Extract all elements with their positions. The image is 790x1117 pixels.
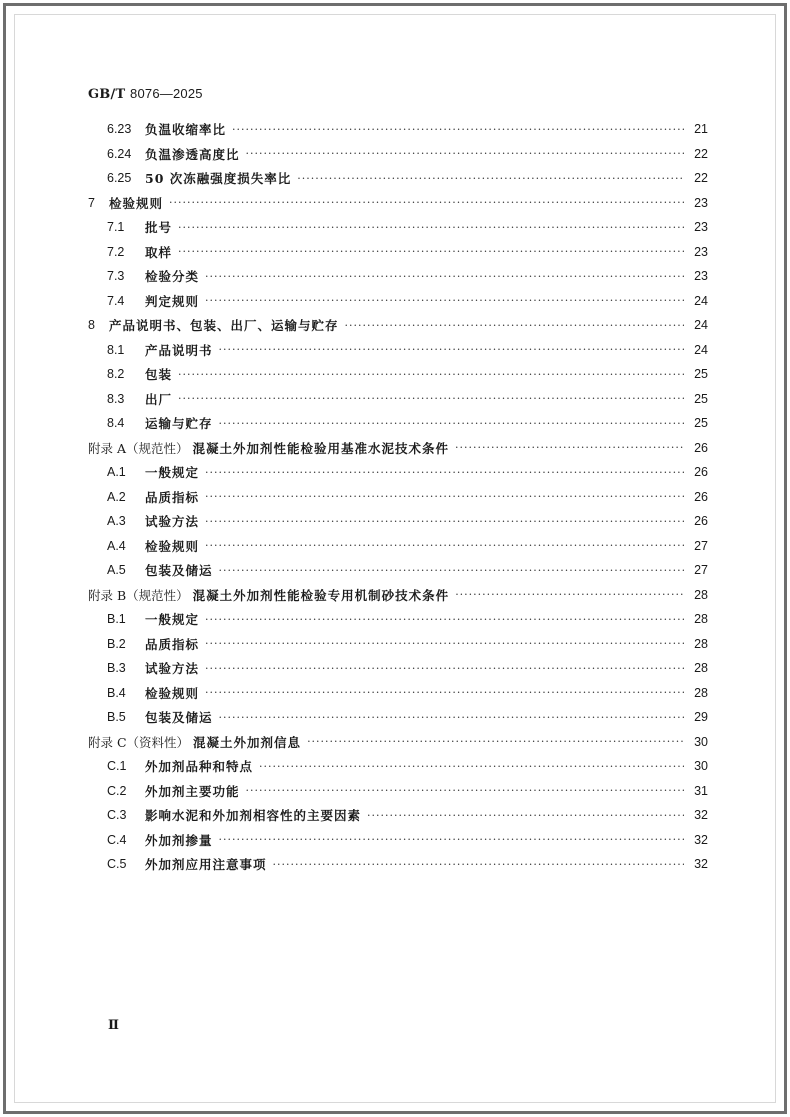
toc-entry-page: 26 bbox=[694, 440, 708, 455]
toc-leader-dots bbox=[455, 588, 684, 601]
toc-entry-page: 32 bbox=[694, 857, 708, 872]
toc-entry-page: 25 bbox=[694, 391, 708, 406]
toc-entry[interactable] bbox=[88, 215, 708, 240]
toc-entry-title: 外加剂掺量 bbox=[145, 832, 213, 848]
toc-entry-number: A.4 bbox=[107, 538, 126, 553]
toc-entry-title: 检验规则 bbox=[145, 538, 200, 554]
toc-entry[interactable] bbox=[88, 852, 708, 877]
toc-entry-page: 23 bbox=[694, 220, 708, 235]
toc-entry[interactable] bbox=[88, 264, 708, 289]
toc-entry-title: 试验方法 bbox=[145, 514, 200, 530]
toc-leader-dots bbox=[205, 686, 684, 699]
toc-leader-dots bbox=[205, 662, 684, 675]
toc-leader-dots bbox=[307, 735, 684, 748]
toc-entry-title: 混凝土外加剂性能检验用基准水泥技术条件 bbox=[192, 440, 450, 456]
toc-entry-title: 50 次冻融强度损失率比 bbox=[145, 171, 292, 187]
toc-leader-dots bbox=[259, 760, 684, 773]
toc-leader-dots bbox=[205, 490, 684, 503]
toc-entry[interactable] bbox=[88, 583, 708, 608]
toc-entry-page: 28 bbox=[694, 612, 708, 627]
toc-entry-number: 6.24 bbox=[107, 146, 132, 161]
toc-entry-number: C.2 bbox=[107, 783, 127, 798]
toc-entry-number: B.3 bbox=[107, 661, 126, 676]
toc-entry-number: 8.3 bbox=[107, 391, 125, 406]
toc-leader-dots bbox=[455, 441, 684, 454]
toc-entry[interactable] bbox=[88, 681, 708, 706]
page-number: Ⅱ bbox=[108, 1018, 119, 1033]
toc-entry-title: 运输与贮存 bbox=[145, 416, 213, 432]
toc-entry[interactable] bbox=[88, 828, 708, 853]
toc-entry-number: B.1 bbox=[107, 612, 126, 627]
toc-leader-dots bbox=[178, 392, 684, 405]
toc-entry-title: 混凝土外加剂性能检验专用机制砂技术条件 bbox=[192, 587, 450, 603]
toc-leader-dots bbox=[219, 564, 684, 577]
toc-entry-page: 24 bbox=[694, 293, 708, 308]
toc-entry-number: A.1 bbox=[107, 465, 126, 480]
toc-leader-dots bbox=[219, 417, 684, 430]
toc-entry-number: 8 bbox=[88, 318, 95, 333]
toc-entry-page: 22 bbox=[694, 171, 708, 186]
toc-entry-title: 包装 bbox=[145, 367, 173, 383]
toc-entry-title: 外加剂应用注意事项 bbox=[145, 857, 267, 873]
toc-entry[interactable] bbox=[88, 289, 708, 314]
toc-entry-number: 7.2 bbox=[107, 244, 125, 259]
toc-entry-page: 23 bbox=[694, 244, 708, 259]
toc-entry-page: 25 bbox=[694, 416, 708, 431]
toc-leader-dots bbox=[246, 784, 684, 797]
toc-entry[interactable] bbox=[88, 117, 708, 142]
toc-entry-title: 批号 bbox=[145, 220, 173, 236]
toc-entry-number: C.5 bbox=[107, 857, 127, 872]
toc-entry[interactable] bbox=[88, 387, 708, 412]
toc-entry-title: 包装及储运 bbox=[145, 710, 213, 726]
toc-entry[interactable] bbox=[88, 460, 708, 485]
toc-leader-dots bbox=[178, 368, 684, 381]
toc-entry-number: 8.4 bbox=[107, 416, 125, 431]
toc-entry-title: 品质指标 bbox=[145, 489, 200, 505]
toc-entry[interactable] bbox=[88, 632, 708, 657]
toc-entry-title: 检验规则 bbox=[108, 195, 163, 211]
toc-entry-page: 23 bbox=[694, 195, 708, 210]
toc-entry-number: B.2 bbox=[107, 636, 126, 651]
toc-entry-number: A.2 bbox=[107, 489, 126, 504]
toc-leader-dots bbox=[246, 147, 684, 160]
toc-entry-number: 附录 C（资料性） bbox=[88, 734, 190, 750]
toc-entry-page: 26 bbox=[694, 489, 708, 504]
toc-entry-title: 检验分类 bbox=[145, 269, 200, 285]
toc-entry[interactable] bbox=[88, 436, 708, 461]
toc-entry[interactable] bbox=[88, 338, 708, 363]
toc-entry-page: 28 bbox=[694, 661, 708, 676]
toc-leader-dots bbox=[273, 858, 684, 871]
toc-entry-page: 26 bbox=[694, 465, 708, 480]
toc-entry-number: C.3 bbox=[107, 808, 127, 823]
toc-leader-dots bbox=[205, 466, 684, 479]
toc-entry-number: C.4 bbox=[107, 832, 127, 847]
toc-leader-dots bbox=[219, 711, 684, 724]
toc-entry-title: 检验规则 bbox=[145, 685, 200, 701]
toc-entry-page: 26 bbox=[694, 514, 708, 529]
toc-entry-page: 24 bbox=[694, 342, 708, 357]
toc-entry-page: 29 bbox=[694, 710, 708, 725]
toc-entry-title: 取样 bbox=[145, 244, 173, 260]
toc-entry[interactable] bbox=[88, 534, 708, 559]
toc-entry-title: 产品说明书 bbox=[145, 342, 213, 358]
toc-leader-dots bbox=[205, 294, 684, 307]
toc-entry-number: A.5 bbox=[107, 563, 126, 578]
toc-entry-page: 23 bbox=[694, 269, 708, 284]
toc-entry[interactable] bbox=[88, 730, 708, 755]
toc-entry-title: 混凝土外加剂信息 bbox=[193, 734, 302, 750]
toc-entry-title: 一般规定 bbox=[145, 612, 200, 628]
toc-entry[interactable] bbox=[88, 705, 708, 730]
toc-entry-title: 负温收缩率比 bbox=[145, 122, 227, 138]
toc-leader-dots bbox=[205, 515, 684, 528]
toc-entry[interactable] bbox=[88, 558, 708, 583]
toc-entry-number: 8.2 bbox=[107, 367, 125, 382]
standard-header bbox=[88, 86, 203, 102]
header-number: 8076—2025 bbox=[130, 86, 203, 101]
toc-entry-title: 包装及储运 bbox=[145, 563, 213, 579]
toc-leader-dots bbox=[205, 613, 684, 626]
toc-leader-dots bbox=[205, 539, 684, 552]
toc-leader-dots bbox=[178, 245, 684, 258]
toc-leader-dots bbox=[178, 221, 684, 234]
toc-entry-number: 8.1 bbox=[107, 342, 125, 357]
toc-entry[interactable] bbox=[88, 485, 708, 510]
toc-entry-page: 31 bbox=[694, 783, 708, 798]
toc-entry-page: 24 bbox=[694, 318, 708, 333]
toc-leader-dots bbox=[344, 319, 684, 332]
toc-entry-number: 6.23 bbox=[107, 122, 132, 137]
toc-entry[interactable] bbox=[88, 142, 708, 167]
toc-entry-page: 22 bbox=[694, 146, 708, 161]
toc-leader-dots bbox=[367, 809, 684, 822]
toc-entry[interactable] bbox=[88, 779, 708, 804]
toc-leader-dots bbox=[219, 833, 684, 846]
toc-entry-title: 负温渗透高度比 bbox=[145, 146, 240, 162]
toc-entry-number: 7.1 bbox=[107, 220, 125, 235]
toc-entry-number: B.5 bbox=[107, 710, 126, 725]
table-of-contents bbox=[88, 117, 708, 877]
toc-leader-dots bbox=[297, 172, 684, 185]
toc-entry-number: B.4 bbox=[107, 685, 126, 700]
toc-entry[interactable] bbox=[88, 362, 708, 387]
toc-entry-page: 21 bbox=[694, 122, 708, 137]
toc-entry-number: 7.3 bbox=[107, 269, 125, 284]
toc-entry-page: 32 bbox=[694, 832, 708, 847]
toc-entry-page: 25 bbox=[694, 367, 708, 382]
toc-entry[interactable] bbox=[88, 803, 708, 828]
toc-entry-title: 出厂 bbox=[145, 391, 173, 407]
toc-entry-page: 28 bbox=[694, 685, 708, 700]
toc-entry-page: 28 bbox=[694, 636, 708, 651]
toc-entry-title: 一般规定 bbox=[145, 465, 200, 481]
toc-entry-page: 30 bbox=[694, 734, 708, 749]
toc-entry-number: 6.25 bbox=[107, 171, 132, 186]
toc-entry-number: C.1 bbox=[107, 759, 127, 774]
toc-leader-dots bbox=[232, 123, 684, 136]
toc-entry[interactable] bbox=[88, 191, 708, 216]
toc-entry-title: 外加剂主要功能 bbox=[145, 783, 240, 799]
toc-entry-title: 品质指标 bbox=[145, 636, 200, 652]
toc-leader-dots bbox=[205, 270, 684, 283]
toc-entry-title: 试验方法 bbox=[145, 661, 200, 677]
toc-entry[interactable] bbox=[88, 656, 708, 681]
toc-entry-number: 附录 A（规范性） bbox=[88, 440, 189, 456]
toc-entry-number: 附录 B（规范性） bbox=[88, 587, 189, 603]
toc-entry-title: 产品说明书、包装、出厂、运输与贮存 bbox=[108, 318, 339, 334]
toc-entry-number: 7 bbox=[88, 195, 95, 210]
toc-entry-number: A.3 bbox=[107, 514, 126, 529]
toc-leader-dots bbox=[219, 343, 684, 356]
toc-entry[interactable] bbox=[88, 313, 708, 338]
toc-entry-page: 28 bbox=[694, 587, 708, 602]
toc-entry-page: 30 bbox=[694, 759, 708, 774]
toc-entry[interactable] bbox=[88, 509, 708, 534]
toc-entry[interactable] bbox=[88, 166, 708, 191]
toc-entry[interactable] bbox=[88, 411, 708, 436]
toc-leader-dots bbox=[205, 637, 684, 650]
toc-entry[interactable] bbox=[88, 240, 708, 265]
toc-entry[interactable] bbox=[88, 754, 708, 779]
toc-entry-title: 判定规则 bbox=[145, 293, 200, 309]
toc-entry[interactable] bbox=[88, 607, 708, 632]
toc-entry-page: 32 bbox=[694, 808, 708, 823]
toc-leader-dots bbox=[169, 196, 684, 209]
header-prefix: GB/T bbox=[88, 87, 126, 102]
toc-entry-title: 外加剂品种和特点 bbox=[145, 759, 254, 775]
toc-entry-page: 27 bbox=[694, 563, 708, 578]
toc-entry-title: 影响水泥和外加剂相容性的主要因素 bbox=[145, 808, 362, 824]
toc-entry-number: 7.4 bbox=[107, 293, 125, 308]
toc-entry-page: 27 bbox=[694, 538, 708, 553]
